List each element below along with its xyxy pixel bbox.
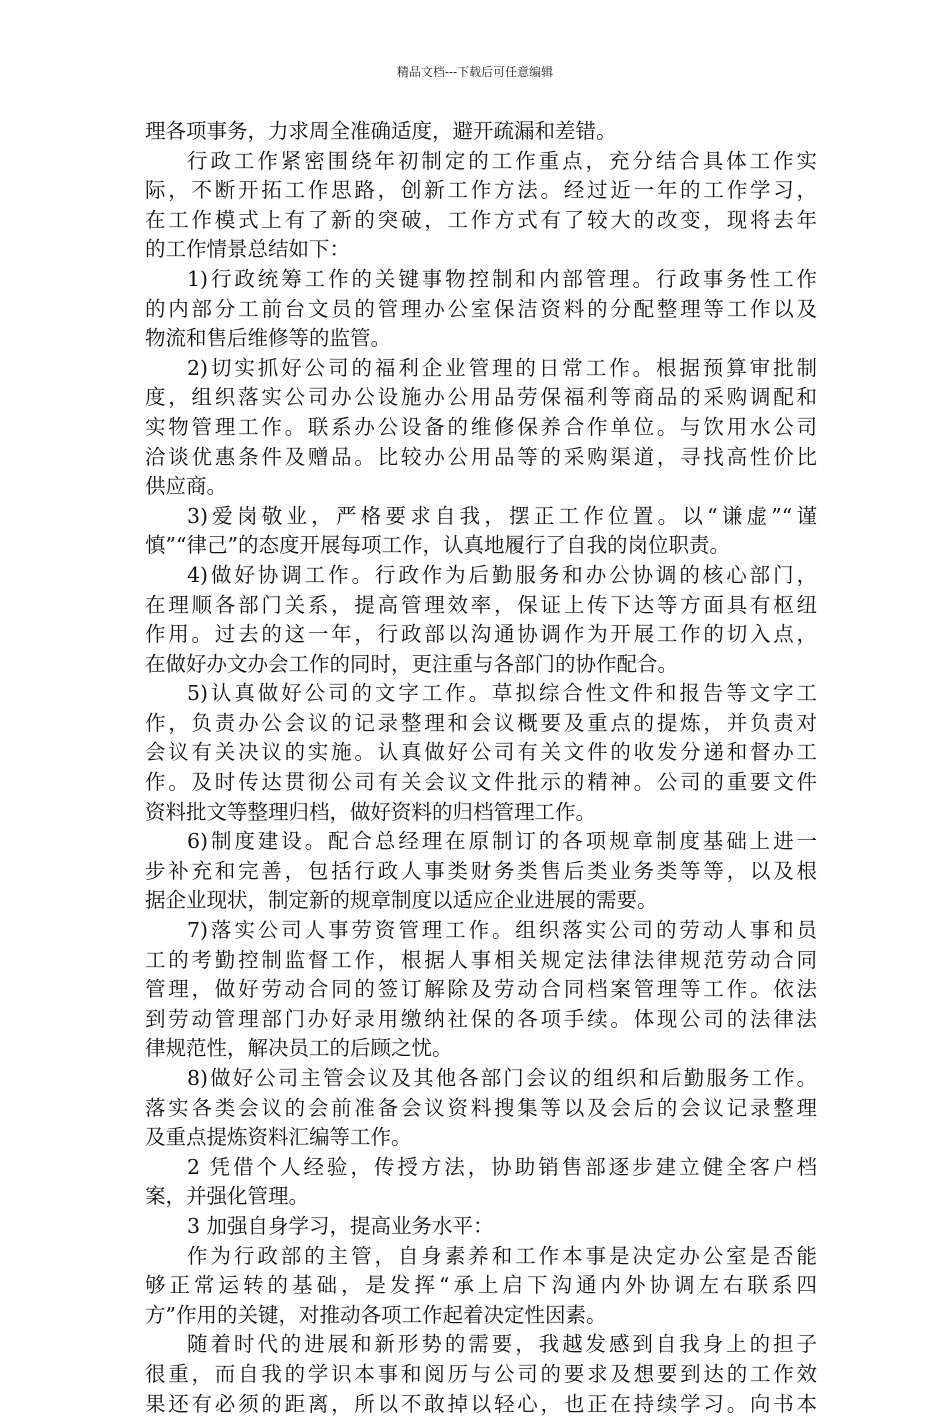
text-line: 际，不断开拓工作思路，创新工作方法。经过近一年的工作学习， xyxy=(145,178,817,203)
text-line: 7)落实公司人事劳资管理工作。组织落实公司的劳动人事和员 xyxy=(187,918,817,943)
text-line: 的工作情景总结如下： xyxy=(145,237,350,262)
text-line: 在工作模式上有了新的突破，工作方式有了较大的改变，现将去年 xyxy=(145,207,817,232)
text-line: 在做好办文办会工作的同时，更注重与各部门的协作配合。 xyxy=(145,651,678,676)
text-line: 果还有必须的距离，所以不敢掉以轻心，也正在持续学习。向书本 xyxy=(145,1391,817,1416)
text-line: 很重，而自我的学识本事和阅历与公司的要求及想要到达的工作效 xyxy=(145,1361,817,1386)
text-line: 8)做好公司主管会议及其他各部门会议的组织和后勤服务工作。 xyxy=(187,1066,817,1090)
page-header: 精品文档---下载后可任意编辑 xyxy=(396,65,554,79)
text-line: 工的考勤控制监督工作，根据人事相关规定法律法律规范劳动合同 xyxy=(145,947,817,972)
text-line: 作，负责办公会议的记录整理和会议概要及重点的提炼，并负责对 xyxy=(145,710,817,735)
text-line: 方”作用的关键，对推动各项工作起着决定性因素。 xyxy=(145,1302,607,1327)
text-line: 5)认真做好公司的文字工作。草拟综合性文件和报告等文字工 xyxy=(187,681,817,706)
document-body xyxy=(145,117,817,1419)
text-line: 2)切实抓好公司的福利企业管理的日常工作。根据预算审批制 xyxy=(187,355,817,380)
text-line: 3 加强自身学习，提高业务水平： xyxy=(187,1213,494,1238)
text-line: 到劳动管理部门办好录用缴纳社保的各项手续。体现公司的法律法 xyxy=(145,1006,817,1031)
text-line: 随着时代的进展和新形势的需要，我越发感到自我身上的担子 xyxy=(187,1332,817,1357)
text-line: 物流和售后维修等的监管。 xyxy=(145,326,391,351)
text-line: 及重点提炼资料汇编等工作。 xyxy=(145,1125,412,1150)
text-line: 会议有关决议的实施。认真做好公司有关文件的收发分递和督办工 xyxy=(145,740,817,765)
text-line: 度，组织落实公司办公设施办公用品劳保福利等商品的采购调配和 xyxy=(145,385,817,410)
text-line: 落实各类会议的会前准备会议资料搜集等以及会后的会议记录整理 xyxy=(145,1095,817,1120)
text-line: 实物管理工作。联系办公设备的维修保养合作单位。与饮用水公司 xyxy=(145,414,817,439)
text-line: 6)制度建设。配合总经理在原制订的各项规章制度基础上进一 xyxy=(187,829,817,854)
text-line: 1)行政统筹工作的关键事物控制和内部管理。行政事务性工作 xyxy=(187,266,817,291)
text-line: 洽谈优惠条件及赠品。比较办公用品等的采购渠道，寻找高性价比 xyxy=(145,444,817,469)
text-line: 3)爱岗敬业，严格要求自我，摆正工作位置。以“谦虚”“谨 xyxy=(187,503,817,528)
text-line: 作为行政部的主管，自身素养和工作本事是决定办公室是否能 xyxy=(187,1243,817,1268)
text-line: 的内部分工前台文员的管理办公室保洁资料的分配整理等工作以及 xyxy=(145,296,817,321)
text-line: 理各项事务，力求周全准确适度，避开疏漏和差错。 xyxy=(145,119,617,143)
text-line: 2 凭借个人经验，传授方法，协助销售部逐步建立健全客户档 xyxy=(187,1154,817,1179)
text-line: 够正常运转的基础，是发挥“承上启下沟通内外协调左右联系四 xyxy=(145,1273,817,1298)
text-line: 作。及时传达贯彻公司有关会议文件批示的精神。公司的重要文件 xyxy=(145,770,817,795)
text-line: 慎”“律己”的态度开展每项工作，认真地履行了自我的岗位职责。 xyxy=(145,533,730,558)
text-line: 行政工作紧密围绕年初制定的工作重点，充分结合具体工作实 xyxy=(187,148,817,173)
text-line: 供应商。 xyxy=(145,474,227,499)
text-line: 在理顺各部门关系，提高管理效率，保证上传下达等方面具有枢纽 xyxy=(145,592,817,617)
text-line: 作用。过去的这一年，行政部以沟通协调作为开展工作的切入点， xyxy=(145,622,817,647)
text-line: 资料批文等整理归档，做好资料的归档管理工作。 xyxy=(145,799,596,824)
text-line: 步补充和完善，包括行政人事类财务类售后类业务类等等，以及根 xyxy=(145,858,817,883)
text-line: 案，并强化管理。 xyxy=(145,1184,309,1209)
text-line: 据企业现状，制定新的规章制度以适应企业进展的需要。 xyxy=(145,888,658,913)
text-line: 4)做好协调工作。行政作为后勤服务和办公协调的核心部门， xyxy=(187,562,817,587)
text-line: 管理，做好劳动合同的签订解除及劳动合同档案管理等工作。依法 xyxy=(145,977,817,1002)
text-line: 律规范性，解决员工的后顾之忧。 xyxy=(145,1036,453,1061)
